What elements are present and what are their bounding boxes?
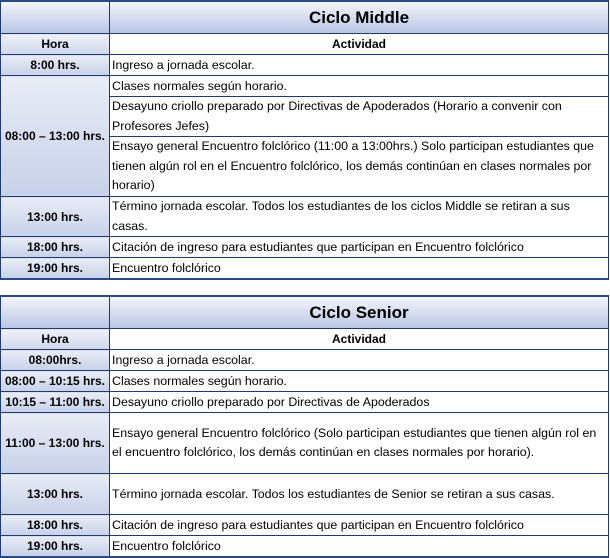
middle-header-row <box>1 34 609 55</box>
middle-hora-header: Hora <box>1 34 110 55</box>
senior-actividad-header: Actividad <box>110 329 609 350</box>
actividad-cell: Citación de ingreso para estudiantes que participan en Encuentro folclórico <box>110 515 609 536</box>
actividad-cell: Clases normales según horario. <box>110 76 609 97</box>
actividad-cell: Término jornada escolar. Todos los estudiantes de Senior se retiran a sus casas. <box>110 474 609 515</box>
senior-title-row <box>1 296 609 329</box>
actividad-cell: Ingreso a jornada escolar. <box>110 55 609 76</box>
middle-title: Ciclo Middle <box>110 1 609 34</box>
middle-title-row <box>1 1 609 34</box>
table-row <box>1 392 609 413</box>
hora-cell: 08:00 – 13:00 hrs. <box>1 76 110 197</box>
senior-schedule-table <box>0 295 609 558</box>
actividad-cell: Término jornada escolar. Todos los estudiantes de los ciclos Middle se retiran a sus casas. <box>110 197 609 237</box>
table-row <box>1 413 609 474</box>
hora-cell: 19:00 hrs. <box>1 536 110 558</box>
table-row <box>1 474 609 515</box>
actividad-cell: Encuentro folclórico <box>110 536 609 558</box>
actividad-cell: Desayuno criollo preparado por Directivas de Apoderados <box>110 392 609 413</box>
table-row <box>1 237 609 258</box>
table-row <box>1 76 609 97</box>
middle-title-blank-cell <box>1 1 110 34</box>
senior-header-row <box>1 329 609 350</box>
actividad-cell: Encuentro folclórico <box>110 258 609 280</box>
hora-cell: 08:00hrs. <box>1 350 110 371</box>
hora-cell: 10:15 – 11:00 hrs. <box>1 392 110 413</box>
hora-cell: 19:00 hrs. <box>1 258 110 280</box>
table-row <box>1 350 609 371</box>
table-row <box>1 55 609 76</box>
senior-hora-header: Hora <box>1 329 110 350</box>
hora-cell: 08:00 – 10:15 hrs. <box>1 371 110 392</box>
table-row <box>1 371 609 392</box>
hora-cell: 11:00 – 13:00 hrs. <box>1 413 110 474</box>
actividad-cell: Desayuno criollo preparado por Directivas de Apoderados (Horario a convenir con Profesores Jefes) <box>110 97 609 137</box>
hora-cell: 13:00 hrs. <box>1 474 110 515</box>
actividad-cell: Ensayo general Encuentro folclórico (11:00 a 13:00hrs.) Solo participan estudiantes que tienen algún rol en el Encuentro folclórico, los demás continúan en clases normales por horario) <box>110 137 609 197</box>
table-row <box>1 197 609 237</box>
actividad-cell: Clases normales según horario. <box>110 371 609 392</box>
hora-cell: 18:00 hrs. <box>1 515 110 536</box>
actividad-cell: Ensayo general Encuentro folclórico (Solo participan estudiantes que tienen algún rol en el encuentro folclórico, los demás continúan en clases normales por horario). <box>110 413 609 474</box>
actividad-cell: Citación de ingreso para estudiantes que participan en Encuentro folclórico <box>110 237 609 258</box>
senior-title-blank-cell <box>1 296 110 329</box>
senior-title: Ciclo Senior <box>110 296 609 329</box>
hora-cell: 18:00 hrs. <box>1 237 110 258</box>
table-row <box>1 258 609 280</box>
table-row <box>1 515 609 536</box>
hora-cell: 8:00 hrs. <box>1 55 110 76</box>
hora-cell: 13:00 hrs. <box>1 197 110 237</box>
actividad-cell: Ingreso a jornada escolar. <box>110 350 609 371</box>
middle-actividad-header: Actividad <box>110 34 609 55</box>
